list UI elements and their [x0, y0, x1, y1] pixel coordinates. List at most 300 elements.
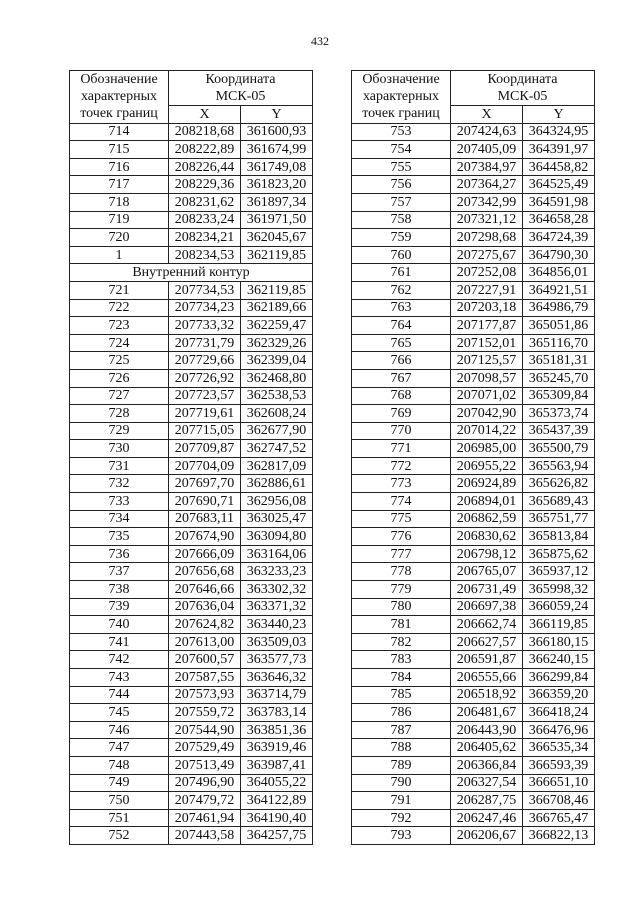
x-coordinate-cell: 207646,66 [169, 581, 241, 599]
point-id-cell: 778 [352, 563, 451, 581]
y-coordinate-cell: 365051,86 [523, 317, 595, 335]
point-id-cell: 754 [352, 141, 451, 159]
y-coordinate-cell: 365751,77 [523, 510, 595, 528]
table-row [352, 352, 595, 370]
point-id-cell: 769 [352, 405, 451, 423]
table-row [70, 616, 313, 634]
y-coordinate-cell: 363164,06 [241, 545, 313, 563]
table-row [70, 229, 313, 247]
y-coordinate-cell: 364458,82 [523, 158, 595, 176]
y-coordinate-cell: 363714,79 [241, 686, 313, 704]
section-row [70, 264, 313, 282]
point-id-cell: 733 [70, 493, 169, 511]
x-coordinate-cell: 207613,00 [169, 633, 241, 651]
coordinate-header [169, 71, 313, 106]
x-coordinate-cell: 207227,91 [451, 281, 523, 299]
point-id-cell: 753 [352, 123, 451, 141]
table-row [352, 651, 595, 669]
y-coordinate-cell: 362886,61 [241, 475, 313, 493]
point-id-cell: 756 [352, 176, 451, 194]
y-coordinate-cell: 364257,75 [241, 827, 313, 845]
table-row [352, 440, 595, 458]
y-coordinate-cell: 364190,40 [241, 809, 313, 827]
point-id-cell: 768 [352, 387, 451, 405]
point-label-header [352, 71, 451, 124]
table-row [352, 299, 595, 317]
table-row [70, 422, 313, 440]
table-row [352, 264, 595, 282]
x-coordinate-cell: 207424,63 [451, 123, 523, 141]
point-label-header-line: Обозначение [80, 72, 158, 88]
x-coordinate-cell: 207042,90 [451, 405, 523, 423]
table-row [352, 123, 595, 141]
x-coordinate-cell: 207726,92 [169, 369, 241, 387]
table-row [352, 809, 595, 827]
y-coordinate-cell: 363440,23 [241, 616, 313, 634]
coordinate-header-line: МСК-05 [497, 89, 548, 104]
table-row [70, 774, 313, 792]
point-id-cell: 766 [352, 352, 451, 370]
x-coordinate-cell: 207544,90 [169, 721, 241, 739]
x-coordinate-cell: 206765,07 [451, 563, 523, 581]
y-coordinate-cell: 363233,23 [241, 563, 313, 581]
table-row [352, 774, 595, 792]
y-coordinate-cell: 364790,30 [523, 246, 595, 264]
y-coordinate-cell: 363371,32 [241, 598, 313, 616]
y-coordinate-cell: 366651,10 [523, 774, 595, 792]
x-coordinate-cell: 207624,82 [169, 616, 241, 634]
point-id-cell: 743 [70, 669, 169, 687]
table-row [70, 651, 313, 669]
x-column-header: X [169, 106, 241, 124]
y-coordinate-cell: 366593,39 [523, 756, 595, 774]
point-id-cell: 719 [70, 211, 169, 229]
table-row [352, 422, 595, 440]
y-coordinate-cell: 366299,84 [523, 669, 595, 687]
x-coordinate-cell: 207529,49 [169, 739, 241, 757]
y-coordinate-cell: 364658,28 [523, 211, 595, 229]
x-coordinate-cell: 206955,22 [451, 457, 523, 475]
table-row [70, 317, 313, 335]
point-id-cell: 786 [352, 704, 451, 722]
y-coordinate-cell: 366535,34 [523, 739, 595, 757]
table-row [70, 686, 313, 704]
point-id-cell: 747 [70, 739, 169, 757]
point-id-cell: 771 [352, 440, 451, 458]
point-id-cell: 749 [70, 774, 169, 792]
point-id-cell: 758 [352, 211, 451, 229]
x-coordinate-cell: 207729,66 [169, 352, 241, 370]
point-id-cell: 782 [352, 633, 451, 651]
table-row [70, 581, 313, 599]
point-id-cell: 760 [352, 246, 451, 264]
point-id-cell: 774 [352, 493, 451, 511]
point-id-cell: 762 [352, 281, 451, 299]
table-row [352, 387, 595, 405]
point-id-cell: 731 [70, 457, 169, 475]
y-coordinate-cell: 363987,41 [241, 756, 313, 774]
table-row [70, 176, 313, 194]
table-row [352, 616, 595, 634]
table-row [352, 721, 595, 739]
point-id-cell: 739 [70, 598, 169, 616]
x-coordinate-cell: 206798,12 [451, 545, 523, 563]
y-coordinate-cell: 364525,49 [523, 176, 595, 194]
table-row [70, 158, 313, 176]
coordinates-table-right [351, 70, 595, 845]
table-row [70, 493, 313, 511]
point-id-cell: 721 [70, 281, 169, 299]
header-row [352, 71, 595, 106]
x-coordinate-cell: 208222,89 [169, 141, 241, 159]
table-row [70, 369, 313, 387]
x-coordinate-cell: 207461,94 [169, 809, 241, 827]
inner-contour-label: Внутренний контур [70, 264, 313, 282]
y-coordinate-cell: 365116,70 [523, 334, 595, 352]
y-coordinate-cell: 361897,34 [241, 193, 313, 211]
y-coordinate-cell: 365937,12 [523, 563, 595, 581]
point-id-cell: 728 [70, 405, 169, 423]
x-coordinate-cell: 207384,97 [451, 158, 523, 176]
x-coordinate-cell: 207152,01 [451, 334, 523, 352]
table-row [352, 581, 595, 599]
point-id-cell: 763 [352, 299, 451, 317]
point-id-cell: 746 [70, 721, 169, 739]
x-coordinate-cell: 207364,27 [451, 176, 523, 194]
x-coordinate-cell: 206985,00 [451, 440, 523, 458]
point-id-cell: 724 [70, 334, 169, 352]
x-coordinate-cell: 206924,89 [451, 475, 523, 493]
table-row [70, 809, 313, 827]
point-id-cell: 732 [70, 475, 169, 493]
table-row [352, 686, 595, 704]
x-coordinate-cell: 206591,87 [451, 651, 523, 669]
table-row [352, 528, 595, 546]
y-coordinate-cell: 364591,98 [523, 193, 595, 211]
table-row [352, 246, 595, 264]
point-id-cell: 770 [352, 422, 451, 440]
table-row [352, 792, 595, 810]
x-coordinate-cell: 206627,57 [451, 633, 523, 651]
x-coordinate-cell: 207656,68 [169, 563, 241, 581]
y-coordinate-cell: 366180,15 [523, 633, 595, 651]
page-number: 432 [311, 34, 329, 48]
y-coordinate-cell: 361600,93 [241, 123, 313, 141]
table-row [352, 141, 595, 159]
x-coordinate-cell: 207683,11 [169, 510, 241, 528]
table-row [352, 211, 595, 229]
x-coordinate-cell: 206366,84 [451, 756, 523, 774]
x-coordinate-cell: 207177,87 [451, 317, 523, 335]
table-row [352, 563, 595, 581]
point-id-cell: 775 [352, 510, 451, 528]
y-coordinate-cell: 364055,22 [241, 774, 313, 792]
table-row [70, 598, 313, 616]
point-id-cell: 738 [70, 581, 169, 599]
y-column-header: Y [241, 106, 313, 124]
y-coordinate-cell: 366059,24 [523, 598, 595, 616]
y-coordinate-cell: 364324,95 [523, 123, 595, 141]
point-id-cell: 730 [70, 440, 169, 458]
y-coordinate-cell: 366240,15 [523, 651, 595, 669]
y-coordinate-cell: 365626,82 [523, 475, 595, 493]
y-coordinate-cell: 363302,32 [241, 581, 313, 599]
point-id-cell: 792 [352, 809, 451, 827]
point-id-cell: 785 [352, 686, 451, 704]
x-coordinate-cell: 207666,09 [169, 545, 241, 563]
point-id-cell: 729 [70, 422, 169, 440]
y-coordinate-cell: 362119,85 [241, 281, 313, 299]
x-coordinate-cell: 207298,68 [451, 229, 523, 247]
x-coordinate-cell: 207405,09 [451, 141, 523, 159]
y-coordinate-cell: 361823,20 [241, 176, 313, 194]
y-coordinate-cell: 362468,80 [241, 369, 313, 387]
x-coordinate-cell: 207275,67 [451, 246, 523, 264]
y-coordinate-cell: 366359,20 [523, 686, 595, 704]
y-coordinate-cell: 365245,70 [523, 369, 595, 387]
table-row [70, 528, 313, 546]
x-coordinate-cell: 206405,62 [451, 739, 523, 757]
x-coordinate-cell: 207071,02 [451, 387, 523, 405]
point-id-cell: 789 [352, 756, 451, 774]
x-coordinate-cell: 207690,71 [169, 493, 241, 511]
y-coordinate-cell: 365563,94 [523, 457, 595, 475]
point-label-header [70, 71, 169, 124]
x-coordinate-cell: 207443,58 [169, 827, 241, 845]
y-coordinate-cell: 361749,08 [241, 158, 313, 176]
table-row [352, 510, 595, 528]
y-coordinate-cell: 366765,47 [523, 809, 595, 827]
coordinates-table-left [69, 70, 313, 845]
coordinate-header [451, 71, 595, 106]
x-coordinate-cell: 208226,44 [169, 158, 241, 176]
y-coordinate-cell: 362259,47 [241, 317, 313, 335]
x-coordinate-cell: 207674,90 [169, 528, 241, 546]
point-id-cell: 725 [70, 352, 169, 370]
point-id-cell: 715 [70, 141, 169, 159]
x-coordinate-cell: 206247,46 [451, 809, 523, 827]
table-row [352, 633, 595, 651]
point-id-cell: 714 [70, 123, 169, 141]
y-coordinate-cell: 365181,31 [523, 352, 595, 370]
table-row [352, 317, 595, 335]
table-row [352, 176, 595, 194]
point-id-cell: 742 [70, 651, 169, 669]
point-id-cell: 776 [352, 528, 451, 546]
x-coordinate-cell: 206518,92 [451, 686, 523, 704]
point-id-cell: 722 [70, 299, 169, 317]
y-coordinate-cell: 365437,39 [523, 422, 595, 440]
x-coordinate-cell: 207559,72 [169, 704, 241, 722]
x-coordinate-cell: 207734,23 [169, 299, 241, 317]
x-coordinate-cell: 207715,05 [169, 422, 241, 440]
x-coordinate-cell: 207513,49 [169, 756, 241, 774]
point-id-cell: 744 [70, 686, 169, 704]
x-coordinate-cell: 206662,74 [451, 616, 523, 634]
x-coordinate-cell: 207731,79 [169, 334, 241, 352]
y-coordinate-cell: 365373,74 [523, 405, 595, 423]
x-coordinate-cell: 207697,70 [169, 475, 241, 493]
y-coordinate-cell: 366119,85 [523, 616, 595, 634]
x-coordinate-cell: 207125,57 [451, 352, 523, 370]
point-id-cell: 720 [70, 229, 169, 247]
coordinate-header-line: Координата [205, 72, 276, 87]
x-coordinate-cell: 208229,36 [169, 176, 241, 194]
y-coordinate-cell: 363646,32 [241, 669, 313, 687]
table-row [70, 792, 313, 810]
point-id-cell: 718 [70, 193, 169, 211]
point-id-cell: 788 [352, 739, 451, 757]
x-column-header: X [451, 106, 523, 124]
point-id-cell: 735 [70, 528, 169, 546]
table-row [70, 281, 313, 299]
table-row [352, 457, 595, 475]
x-coordinate-cell: 207719,61 [169, 405, 241, 423]
y-coordinate-cell: 364921,51 [523, 281, 595, 299]
table-row [70, 475, 313, 493]
table-row [70, 721, 313, 739]
table-row [70, 387, 313, 405]
x-coordinate-cell: 207587,55 [169, 669, 241, 687]
x-coordinate-cell: 206830,62 [451, 528, 523, 546]
table-row [352, 739, 595, 757]
x-coordinate-cell: 207704,09 [169, 457, 241, 475]
table-row [70, 352, 313, 370]
x-coordinate-cell: 208231,62 [169, 193, 241, 211]
point-id-cell: 791 [352, 792, 451, 810]
x-coordinate-cell: 206555,66 [451, 669, 523, 687]
x-coordinate-cell: 207733,32 [169, 317, 241, 335]
point-id-cell: 777 [352, 545, 451, 563]
point-id-cell: 751 [70, 809, 169, 827]
x-coordinate-cell: 207636,04 [169, 598, 241, 616]
x-coordinate-cell: 207723,57 [169, 387, 241, 405]
table-row [352, 756, 595, 774]
y-coordinate-cell: 364122,89 [241, 792, 313, 810]
y-coordinate-cell: 364724,39 [523, 229, 595, 247]
point-id-cell: 761 [352, 264, 451, 282]
x-coordinate-cell: 207342,99 [451, 193, 523, 211]
y-coordinate-cell: 362677,90 [241, 422, 313, 440]
y-coordinate-cell: 365309,84 [523, 387, 595, 405]
point-id-cell: 779 [352, 581, 451, 599]
table-row [352, 334, 595, 352]
x-coordinate-cell: 208234,21 [169, 229, 241, 247]
table-row [352, 827, 595, 845]
y-coordinate-cell: 365875,62 [523, 545, 595, 563]
table-row [70, 827, 313, 845]
table-row [70, 141, 313, 159]
point-id-cell: 748 [70, 756, 169, 774]
table-row [70, 510, 313, 528]
point-id-cell: 759 [352, 229, 451, 247]
coordinate-header-line: Координата [487, 72, 558, 87]
point-id-cell: 764 [352, 317, 451, 335]
table-row [352, 229, 595, 247]
x-coordinate-cell: 207573,93 [169, 686, 241, 704]
x-coordinate-cell: 207600,57 [169, 651, 241, 669]
table-row [70, 246, 313, 264]
point-label-header-line: характерных [362, 89, 440, 105]
coordinate-header-line: МСК-05 [215, 89, 266, 104]
y-coordinate-cell: 364391,97 [523, 141, 595, 159]
y-coordinate-cell: 363919,46 [241, 739, 313, 757]
point-id-cell: 773 [352, 475, 451, 493]
x-coordinate-cell: 208233,24 [169, 211, 241, 229]
point-id-cell: 790 [352, 774, 451, 792]
y-coordinate-cell: 362045,67 [241, 229, 313, 247]
y-coordinate-cell: 364856,01 [523, 264, 595, 282]
x-coordinate-cell: 206481,67 [451, 704, 523, 722]
y-coordinate-cell: 361971,50 [241, 211, 313, 229]
x-coordinate-cell: 207709,87 [169, 440, 241, 458]
table-row [352, 669, 595, 687]
point-id-cell: 787 [352, 721, 451, 739]
x-coordinate-cell: 206443,90 [451, 721, 523, 739]
table-body-left [70, 71, 313, 845]
table-row [352, 493, 595, 511]
table-row [70, 545, 313, 563]
point-id-cell: 727 [70, 387, 169, 405]
point-id-cell: 772 [352, 457, 451, 475]
x-coordinate-cell: 207496,90 [169, 774, 241, 792]
x-coordinate-cell: 208218,68 [169, 123, 241, 141]
x-coordinate-cell: 207203,18 [451, 299, 523, 317]
point-id-cell: 783 [352, 651, 451, 669]
table-row [70, 704, 313, 722]
x-coordinate-cell: 208234,53 [169, 246, 241, 264]
x-coordinate-cell: 207098,57 [451, 369, 523, 387]
header-row [70, 71, 313, 106]
table-row [70, 457, 313, 475]
x-coordinate-cell: 206206,67 [451, 827, 523, 845]
table-row [352, 369, 595, 387]
point-id-cell: 716 [70, 158, 169, 176]
table-row [70, 756, 313, 774]
table-row [352, 545, 595, 563]
point-label-header-line: точек границ [362, 106, 440, 122]
table-row [352, 405, 595, 423]
table-row [70, 440, 313, 458]
point-id-cell: 1 [70, 246, 169, 264]
x-coordinate-cell: 207734,53 [169, 281, 241, 299]
y-coordinate-cell: 361674,99 [241, 141, 313, 159]
x-coordinate-cell: 207321,12 [451, 211, 523, 229]
y-coordinate-cell: 366708,46 [523, 792, 595, 810]
x-coordinate-cell: 206894,01 [451, 493, 523, 511]
y-coordinate-cell: 362329,26 [241, 334, 313, 352]
table-row [352, 704, 595, 722]
table-row [352, 475, 595, 493]
point-id-cell: 793 [352, 827, 451, 845]
point-id-cell: 723 [70, 317, 169, 335]
y-coordinate-cell: 365998,32 [523, 581, 595, 599]
table-row [70, 211, 313, 229]
point-id-cell: 752 [70, 827, 169, 845]
point-id-cell: 750 [70, 792, 169, 810]
point-id-cell: 784 [352, 669, 451, 687]
y-coordinate-cell: 362747,52 [241, 440, 313, 458]
y-coordinate-cell: 363577,73 [241, 651, 313, 669]
y-coordinate-cell: 362817,09 [241, 457, 313, 475]
y-coordinate-cell: 366476,96 [523, 721, 595, 739]
y-coordinate-cell: 363509,03 [241, 633, 313, 651]
x-coordinate-cell: 207252,08 [451, 264, 523, 282]
table-row [70, 193, 313, 211]
point-id-cell: 737 [70, 563, 169, 581]
table-row [70, 563, 313, 581]
y-coordinate-cell: 363025,47 [241, 510, 313, 528]
